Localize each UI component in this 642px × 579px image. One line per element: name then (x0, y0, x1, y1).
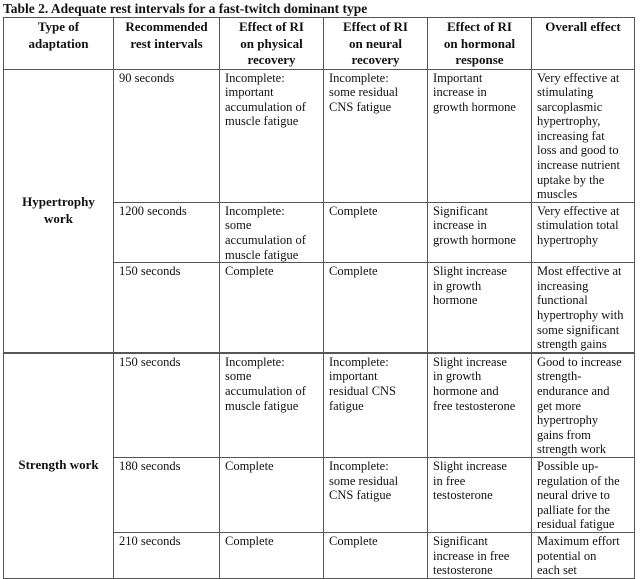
overall-effect-cell: Maximum effort potential on each set (532, 532, 635, 578)
neural-recovery-cell: Complete (324, 202, 428, 262)
table-row (4, 353, 635, 458)
neural-recovery-cell: Incomplete: some residual CNS fatigue (324, 457, 428, 532)
rest-interval-cell: 180 seconds (114, 457, 220, 532)
overall-effect-cell: Very effective at stimulation total hypertrophy (532, 202, 635, 262)
rest-interval-cell: 1200 seconds (114, 202, 220, 262)
hormonal-response-cell: Slight increase in free testosterone (428, 457, 532, 532)
hormonal-response-cell: Slight increase in growth hormone (428, 263, 532, 353)
header-type-of-adaptation: Type of adaptation (4, 18, 114, 70)
rest-interval-table (3, 17, 635, 579)
rest-interval-cell: 150 seconds (114, 263, 220, 353)
rest-interval-cell: 90 seconds (114, 69, 220, 202)
category-strength-work: Strength work (4, 353, 114, 578)
physical-recovery-cell: Complete (220, 532, 324, 578)
physical-recovery-cell: Complete (220, 457, 324, 532)
neural-recovery-cell: Incomplete: important residual CNS fatigue (324, 353, 428, 458)
hormonal-response-cell: Significant increase in free testosterone (428, 532, 532, 578)
header-physical-recovery: Effect of RI on physical recovery (220, 18, 324, 70)
header-recommended-rest-intervals: Recommended rest intervals (114, 18, 220, 70)
physical-recovery-cell: Incomplete: some accumulation of muscle fatigue (220, 353, 324, 458)
neural-recovery-cell: Complete (324, 532, 428, 578)
physical-recovery-cell: Complete (220, 263, 324, 353)
rest-interval-cell: 150 seconds (114, 353, 220, 458)
physical-recovery-cell: Incomplete: some accumulation of muscle fatigue (220, 202, 324, 262)
hormonal-response-cell: Significant increase in growth hormone (428, 202, 532, 262)
header-overall-effect: Overall effect (532, 18, 635, 70)
overall-effect-cell: Possible up- regulation of the neural drive to palliate for the residual fatigue (532, 457, 635, 532)
overall-effect-cell: Good to increase strength- endurance and get more hypertrophy gains from strength work (532, 353, 635, 458)
hormonal-response-cell: Important increase in growth hormone (428, 69, 532, 202)
header-neural-recovery: Effect of RI on neural recovery (324, 18, 428, 70)
overall-effect-cell: Most effective at increasing functional hypertrophy with some significant strength gains (532, 263, 635, 353)
physical-recovery-cell: Incomplete: important accumulation of muscle fatigue (220, 69, 324, 202)
table-caption: Table 2. Adequate rest intervals for a fast-twitch dominant type (3, 1, 368, 16)
overall-effect-cell: Very effective at stimulating sarcoplasmic hypertrophy, increasing fat loss and good to increase nutrient uptake by the muscles (532, 69, 635, 202)
hormonal-response-cell: Slight increase in growth hormone and free testosterone (428, 353, 532, 458)
neural-recovery-cell: Complete (324, 263, 428, 353)
table-row (4, 69, 635, 202)
category-hypertrophy-work: Hypertrophy work (4, 69, 114, 353)
header-row (4, 18, 635, 70)
rest-interval-cell: 210 seconds (114, 532, 220, 578)
neural-recovery-cell: Incomplete: some residual CNS fatigue (324, 69, 428, 202)
header-hormonal-response: Effect of RI on hormonal response (428, 18, 532, 70)
